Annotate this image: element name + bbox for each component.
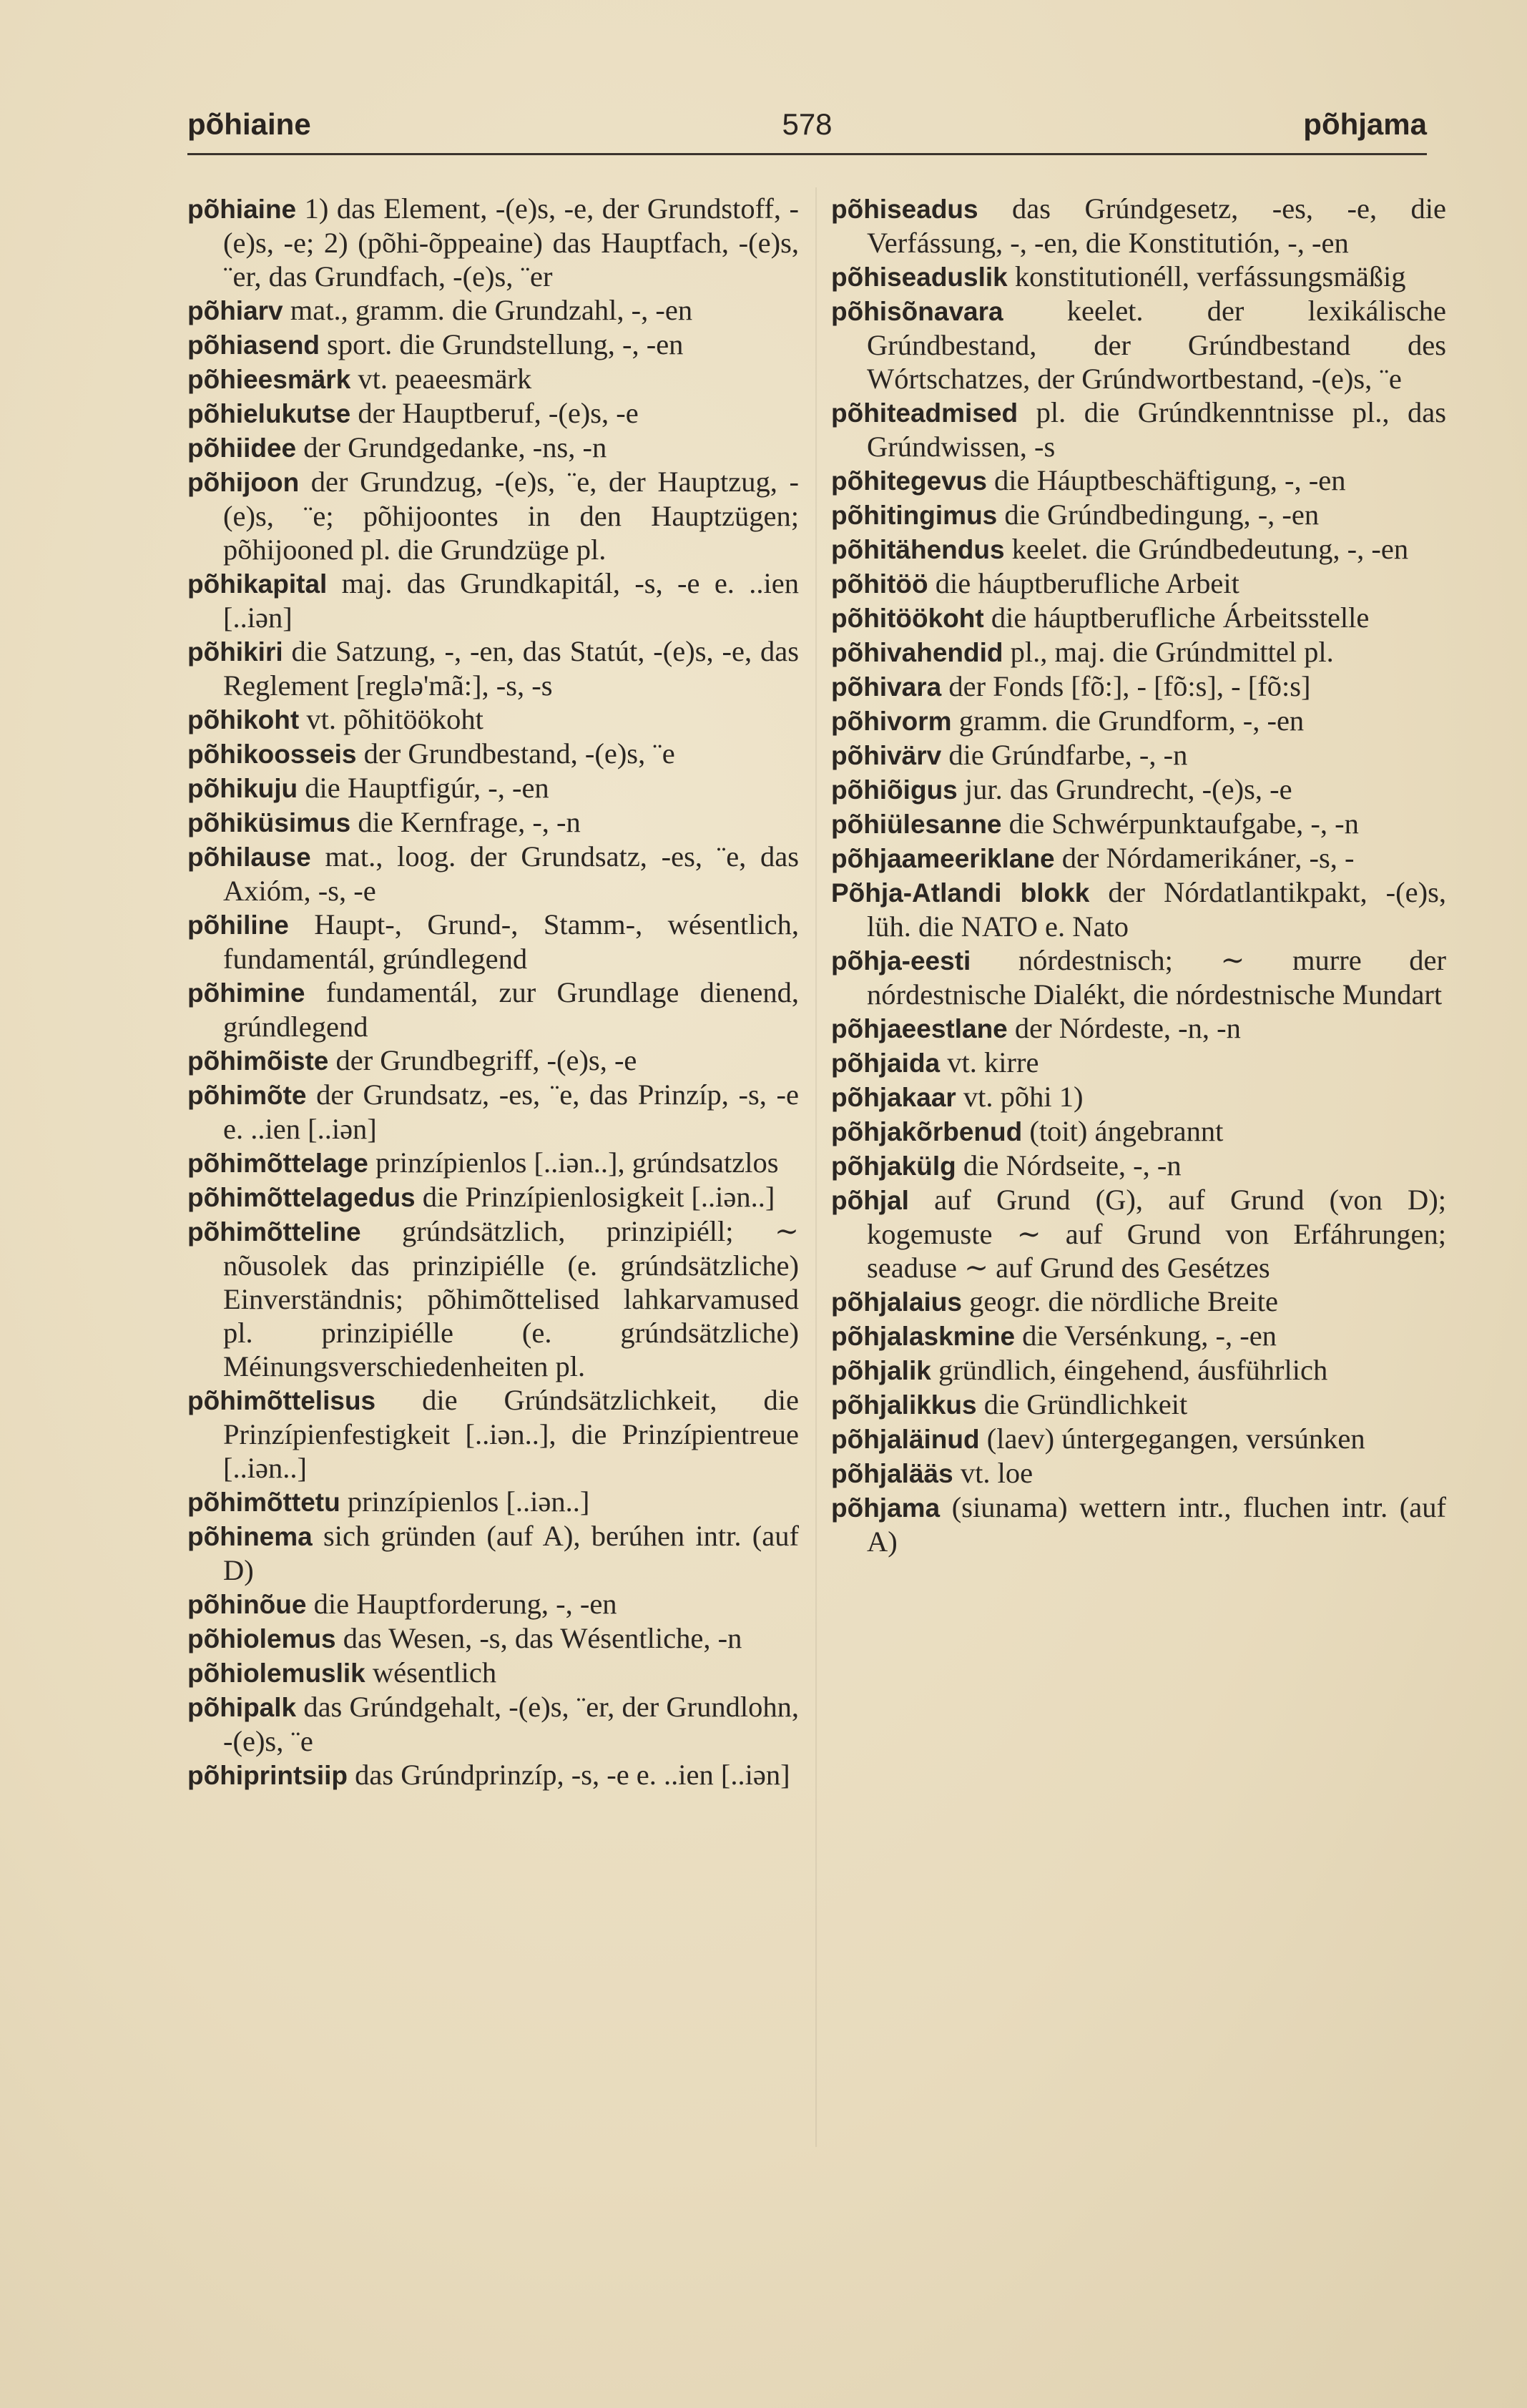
entry-headword: põhikoosseis: [187, 739, 357, 769]
entry-headword: põhimine: [187, 978, 305, 1008]
entry-definition: die Prinzípienlosigkeit [..iən..]: [415, 1181, 775, 1213]
entry-definition: sich gründen (auf A), berúhen intr. (auf D): [223, 1520, 799, 1586]
dictionary-entry: [831, 294, 1446, 395]
entry-headword: põhjalaius: [831, 1287, 962, 1317]
entry-headword: põhiarv: [187, 296, 283, 325]
entry-headword: põhiküsimus: [187, 808, 351, 837]
entry-headword: põhivara: [831, 672, 942, 702]
entry-definition: die Kernfrage, -, -n: [350, 806, 581, 838]
entry-definition: mat., gramm. die Grundzahl, -, -en: [283, 294, 693, 326]
entry-definition: pl., maj. die Grúndmittel pl.: [1003, 636, 1334, 668]
entry-headword: põhieesmärk: [187, 365, 351, 394]
dictionary-entry: [831, 192, 1446, 260]
entry-definition: vt. loe: [953, 1457, 1033, 1489]
entry-definition: vt. kirre: [940, 1046, 1039, 1078]
entry-headword: põhimõttelage: [187, 1149, 368, 1178]
entry-definition: der Fonds [fõ:], - [fõ:s], - [fõ:s]: [941, 670, 1311, 702]
entry-headword: põhjal: [831, 1186, 909, 1215]
entry-headword: põhjalaskmine: [831, 1322, 1016, 1351]
entry-definition: (toit) ángebrannt: [1022, 1115, 1224, 1147]
entry-headword: Põhja-Atlandi blokk: [831, 878, 1090, 908]
dictionary-entry: [187, 1519, 799, 1587]
entry-headword: põhitähendus: [831, 535, 1005, 564]
entry-definition: vt. peaeesmärk: [350, 363, 532, 395]
page-header: [187, 107, 1427, 157]
dictionary-entry: [187, 840, 799, 908]
dictionary-entry: [831, 1284, 1446, 1319]
entry-headword: põhivahendid: [831, 638, 1003, 667]
entry-definition: (laev) úntergegangen, versúnken: [979, 1422, 1365, 1455]
entry-headword: põhielukutse: [187, 399, 351, 428]
dictionary-entry: [831, 738, 1446, 772]
entry-definition: das Grúndgesetz, -es, -e, die Verfássung, -, -en, die Konstitutión, -, -en: [867, 192, 1446, 259]
entry-definition: maj. das Grundkapitál, -s, -e e. ..ien [..iən]: [223, 567, 799, 634]
entry-definition: der Grundgedanke, -ns, -n: [296, 431, 607, 463]
dictionary-entry: [831, 601, 1446, 635]
entry-definition: gründlich, éingehend, áusführlich: [931, 1354, 1328, 1386]
dictionary-entry: [831, 1149, 1446, 1183]
dictionary-entry: [831, 1456, 1446, 1490]
entry-headword: põhimõttelagedus: [187, 1183, 416, 1212]
dictionary-entry: [187, 805, 799, 840]
dictionary-entry: [187, 1214, 799, 1383]
dictionary-entry: [187, 192, 799, 293]
entry-definition: die Schwérpunktaufgabe, -, -n: [1001, 807, 1359, 840]
dictionary-entry: [187, 1146, 799, 1180]
entry-headword: põhiolemus: [187, 1624, 336, 1653]
entry-headword: põhiõigus: [831, 775, 958, 805]
dictionary-entry: [831, 566, 1446, 601]
dictionary-entry: [831, 260, 1446, 294]
entry-headword: põhiseaduslik: [831, 262, 1008, 292]
entry-headword: põhja-eesti: [831, 946, 971, 976]
dictionary-entry: [831, 1353, 1446, 1387]
entry-headword: põhiidee: [187, 433, 297, 463]
entry-headword: põhiprintsiip: [187, 1761, 348, 1790]
entry-definition: der Grundbestand, -(e)s, ¨e: [356, 737, 675, 770]
dictionary-entry: [187, 396, 799, 431]
entry-definition: die Grúndfarbe, -, -n: [941, 739, 1188, 771]
entry-definition: sport. die Grundstellung, -, -en: [320, 328, 684, 360]
entry-headword: põhikapital: [187, 569, 328, 599]
entry-headword: põhikuju: [187, 774, 298, 803]
dictionary-entry: [831, 1046, 1446, 1080]
entry-definition: der Grundsatz, -es, ¨e, das Prinzíp, -s, -e e. ..ien [..iən]: [223, 1078, 799, 1145]
entry-headword: põhiteadmised: [831, 398, 1018, 428]
dictionary-entry: [187, 908, 799, 976]
dictionary-entry: [831, 1011, 1446, 1046]
dictionary-entry: [187, 431, 799, 465]
dictionary-entry: [831, 1387, 1446, 1422]
entry-definition: das Wesen, -s, das Wésentliche, -n: [335, 1622, 742, 1654]
dictionary-entry: [831, 669, 1446, 704]
entry-definition: 1) das Element, -(e)s, -e, der Grundstoff, -(e)s, -e; 2) (põhi-õppeaine) das Hauptfach, -(e)s, ¨er, das Grundfach, -(e)s, ¨er: [223, 192, 799, 293]
entry-headword: põhjaameeriklane: [831, 844, 1055, 873]
entry-headword: põhjakülg: [831, 1151, 956, 1181]
entry-headword: põhinema: [187, 1522, 313, 1551]
entry-headword: põhitingimus: [831, 501, 998, 530]
entry-headword: põhimõttelisus: [187, 1386, 376, 1415]
entry-definition: nórdestnisch; ∼ murre der nórdestnische Dialékt, die nórdestnische Mundart: [867, 944, 1446, 1011]
entry-definition: jur. das Grundrecht, -(e)s, -e: [957, 773, 1292, 805]
entry-headword: põhjaeestlane: [831, 1014, 1008, 1043]
dictionary-entry: [831, 704, 1446, 738]
dictionary-entry: [187, 1621, 799, 1656]
dictionary-entry: [831, 463, 1446, 498]
entry-definition: pl. die Grúndkenntnisse pl., das Grúndwissen, -s: [867, 396, 1446, 463]
dictionary-entry: [831, 772, 1446, 807]
entry-definition: gramm. die Grundform, -, -en: [951, 704, 1305, 737]
entry-definition: grúndsätzlich, prinzipiéll; ∼ nõusolek das prinzipiélle (e. grúndsätzliche) Einverständnis; põhimõttelised lahkarvamused pl. prinzipiélle (e. grúndsätzliche) Méinungsverschiedenheiten pl.: [223, 1215, 799, 1382]
entry-definition: der Nórdamerikáner, -s, -: [1054, 842, 1355, 874]
dictionary-entry: [187, 293, 799, 328]
entry-headword: põhimõte: [187, 1081, 307, 1110]
entry-definition: konstitutionéll, verfássungsmäßig: [1007, 260, 1406, 293]
entry-headword: põhjalik: [831, 1356, 931, 1385]
dictionary-entry: [187, 1043, 799, 1078]
page-number: 578: [782, 107, 833, 141]
entry-definition: der Grundzug, -(e)s, ¨e, der Hauptzug, -(e)s, ¨e; põhijoontes in den Hauptzügen; põhijooned pl. die Grundzüge pl.: [223, 466, 799, 566]
entry-headword: põhiasend: [187, 330, 320, 360]
entry-headword: põhjama: [831, 1493, 941, 1523]
dictionary-entry: [831, 1490, 1446, 1558]
column-gutter: [815, 187, 817, 2147]
dictionary-entry: [187, 465, 799, 566]
dictionary-entry: [187, 771, 799, 805]
entry-definition: der Grundbegriff, -(e)s, -e: [328, 1044, 637, 1076]
entry-headword: põhiseadus: [831, 195, 978, 224]
entry-headword: põhimõttetu: [187, 1488, 340, 1517]
dictionary-entry: [831, 532, 1446, 566]
entry-headword: põhjaida: [831, 1048, 941, 1078]
entry-definition: die Hauptfigúr, -, -en: [298, 772, 549, 804]
entry-definition: das Grúndprinzíp, -s, -e e. ..ien [..iən]: [348, 1759, 790, 1791]
right-guide-word: põhjama: [1303, 107, 1427, 141]
entry-definition: geogr. die nördliche Breite: [961, 1285, 1278, 1317]
entry-headword: põhitöökoht: [831, 604, 984, 633]
entry-headword: põhiülesanne: [831, 810, 1002, 839]
entry-headword: põhinõue: [187, 1590, 307, 1619]
dictionary-entry: [187, 634, 799, 702]
dictionary-entry: [831, 875, 1446, 943]
entry-definition: die Grúndbedingung, -, -en: [997, 498, 1320, 531]
header-rule: [187, 153, 1427, 155]
left-column: [187, 192, 799, 1792]
entry-headword: põhitegevus: [831, 466, 987, 496]
entry-definition: die Gründlichkeit: [976, 1388, 1188, 1420]
entry-definition: (siunama) wettern intr., fluchen intr. (auf A): [867, 1491, 1446, 1558]
dictionary-entry: [831, 1422, 1446, 1456]
dictionary-entry: [831, 498, 1446, 532]
entry-definition: die Nórdseite, -, -n: [956, 1149, 1182, 1181]
dictionary-entry: [831, 943, 1446, 1011]
entry-definition: prinzípienlos [..iən..], grúndsatzlos: [368, 1146, 779, 1179]
entry-headword: põhitöö: [831, 569, 928, 599]
dictionary-entry: [187, 1758, 799, 1792]
entry-headword: põhjaläinud: [831, 1425, 980, 1454]
dictionary-entry: [831, 1319, 1446, 1353]
entry-definition: das Grúndgehalt, -(e)s, ¨er, der Grundlohn, -(e)s, ¨e: [223, 1691, 799, 1757]
entry-headword: põhjalääs: [831, 1459, 953, 1488]
entry-headword: põhijoon: [187, 468, 300, 497]
dictionary-entry: [187, 328, 799, 362]
entry-headword: põhilause: [187, 842, 311, 872]
entry-definition: die háuptberufliche Árbeitsstelle: [983, 601, 1370, 634]
dictionary-entry: [187, 1180, 799, 1214]
entry-headword: põhipalk: [187, 1693, 297, 1722]
entry-definition: auf Grund (G), auf Grund (von D); kogemuste ∼ auf Grund von Erfáhrungen; seaduse ∼ auf Grund des Gesétzes: [867, 1184, 1446, 1284]
entry-headword: põhimõtteline: [187, 1217, 361, 1247]
dictionary-entry: [187, 1078, 799, 1146]
dictionary-entry: [187, 362, 799, 396]
entry-definition: fundamentál, zur Grundlage dienend, grúndlegend: [223, 976, 799, 1043]
dictionary-entry: [831, 807, 1446, 841]
dictionary-entry: [831, 1080, 1446, 1114]
entry-definition: wésentlich: [365, 1656, 497, 1689]
entry-headword: põhisõnavara: [831, 297, 1003, 326]
entry-headword: põhiaine: [187, 195, 297, 224]
entry-definition: die Grúndsätzlichkeit, die Prinzípienfestigkeit [..iən..], die Prinzípientreue [..iən..]: [223, 1384, 799, 1484]
entry-definition: der Hauptberuf, -(e)s, -e: [350, 397, 639, 429]
entry-definition: die Versénkung, -, -en: [1015, 1320, 1277, 1352]
dictionary-entry: [187, 1383, 799, 1485]
entry-definition: mat., loog. der Grundsatz, -es, ¨e, das Axióm, -s, -e: [223, 840, 799, 907]
dictionary-entry: [187, 976, 799, 1043]
entry-definition: die Hauptforderung, -, -en: [306, 1588, 617, 1620]
entry-headword: põhjakõrbenud: [831, 1117, 1023, 1146]
right-column: [831, 192, 1446, 1558]
left-guide-word: põhiaine: [187, 107, 311, 141]
dictionary-entry: [187, 1485, 799, 1519]
dictionary-entry: [187, 1690, 799, 1758]
dictionary-entry: [187, 1587, 799, 1621]
dictionary-entry: [831, 841, 1446, 875]
entry-headword: põhjakaar: [831, 1083, 956, 1112]
dictionary-entry: [831, 635, 1446, 669]
entry-headword: põhiolemuslik: [187, 1658, 365, 1688]
dictionary-entry: [187, 702, 799, 737]
dictionary-entry: [831, 1183, 1446, 1284]
entry-headword: põhimõiste: [187, 1046, 329, 1076]
entry-headword: põhikiri: [187, 637, 283, 667]
entry-headword: põhikoht: [187, 705, 300, 734]
entry-definition: keelet. der lexikálische Grúndbestand, der Grúndbestand des Wórtschatzes, der Grúndwortbestand, -(e)s, ¨e: [867, 295, 1446, 395]
dictionary-entry: [187, 1656, 799, 1690]
dictionary-entry: [831, 395, 1446, 463]
dictionary-entry: [831, 1114, 1446, 1149]
entry-headword: põhivorm: [831, 707, 952, 736]
entry-definition: der Nórdatlantikpakt, -(e)s, lüh. die NATO e. Nato: [867, 876, 1446, 943]
entry-definition: keelet. die Grúndbedeutung, -, -en: [1004, 533, 1409, 565]
entry-definition: die Satzung, -, -en, das Statút, -(e)s, -e, das Reglement [reglə'mã:], -s, -s: [223, 635, 799, 702]
entry-definition: vt. põhi 1): [956, 1081, 1084, 1113]
entry-definition: der Nórdeste, -n, -n: [1007, 1012, 1241, 1044]
entry-definition: prinzípienlos [..iən..]: [340, 1485, 590, 1518]
dictionary-entry: [187, 737, 799, 771]
entry-headword: põhivärv: [831, 741, 942, 770]
entry-headword: põhjalikkus: [831, 1390, 977, 1420]
entry-definition: die Háuptbeschäftigung, -, -en: [986, 464, 1346, 496]
entry-definition: vt. põhitöökoht: [299, 703, 483, 735]
entry-definition: Haupt-, Grund-, Stamm-, wésentlich, fundamentál, grúndlegend: [223, 908, 799, 975]
entry-headword: põhiline: [187, 910, 289, 940]
entry-definition: die háuptberufliche Arbeit: [928, 567, 1239, 599]
dictionary-entry: [187, 566, 799, 634]
